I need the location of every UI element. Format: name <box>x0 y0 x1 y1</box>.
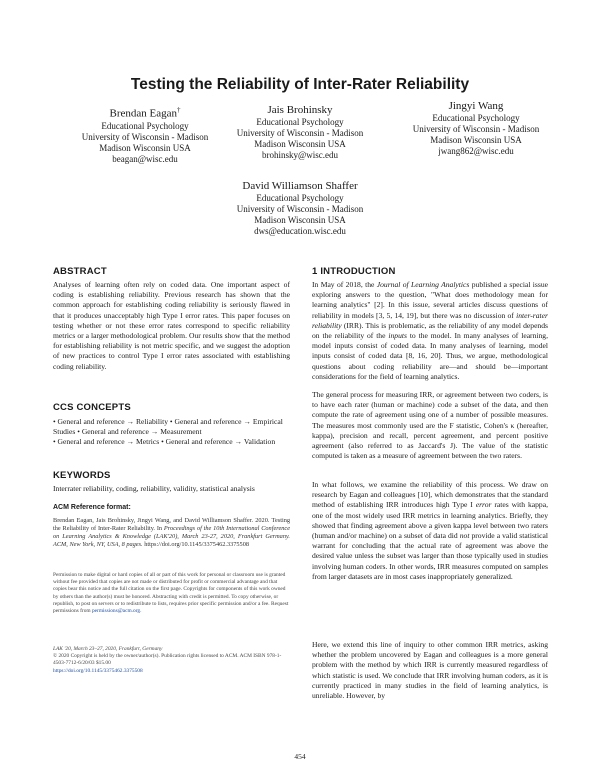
paper-title: Testing the Reliability of Inter-Rater Reliability <box>130 76 470 93</box>
author-block <box>401 100 551 157</box>
author-email: beagan@wisc.edu <box>112 153 178 164</box>
author-univ: University of Wisconsin - Madison <box>412 124 540 134</box>
ccs-heading: CCS CONCEPTS <box>53 402 131 413</box>
acm-ref-text <box>53 517 290 549</box>
abstract-heading: ABSTRACT <box>53 266 107 277</box>
author-city: Madison Wisconsin USA <box>254 215 346 225</box>
abstract-text: Analyses of learning often rely on coded data. One important aspect of coding is establishing reliability. Previous research has shown that the common approach for establishing coding reliability is seriously flawed in that it produces unacceptably high Type I error rates. This paper focuses on testing whether or not these error rates correspond to specific reliability metrics or a larger methodological problem. Our results show that the method for establishing reliability is not metric specific, and we suggest the adoption of new practices to control Type I error rates associated with establishing coding reliability. <box>53 280 290 371</box>
permission-notice <box>53 572 290 615</box>
intro-paragraph: In May of 2018, the Journal of Learning Analytics published a special issue exploring answers to the question, "What does methodology mean for learning analytics" [2]. In this issue, several articles discuss questions of reliability in models [3, 5, 14, 19], but there was no discussion of inter-rater reliability (IRR). This is problematic, as the reliability of any model depends on the reliability of the inputs to the model. In many analyses of learning, model inputs consist of coded data. In many analyses of learning, model inputs consist of coded data [8, 16, 20]. Thus, we argue, methodological questions about coding reliability are—and should be—important considerations for the field of learning analytics. <box>312 280 548 381</box>
author-block <box>70 104 220 165</box>
keywords-heading: KEYWORDS <box>53 470 111 481</box>
author-city: Madison Wisconsin USA <box>99 142 191 153</box>
ccs-line: • General and reference → Metrics • General and reference → Validation <box>53 437 276 447</box>
permission-email-link[interactable]: permissions@acm.org. <box>91 608 142 615</box>
author-name: Jingyi Wang <box>448 100 504 112</box>
intro-heading: 1 INTRODUCTION <box>312 266 396 277</box>
author-dept: Educational Psychology <box>432 113 520 123</box>
copyright-line: © 2020 Copyright is held by the owner/author(s). Publication rights licensed to ACM. ACM ISBN 978-1-4503-7712-6/20/03 $15.00 <box>53 653 282 667</box>
author-email: dws@education.wisc.edu <box>254 226 346 236</box>
copyright-notice <box>53 646 290 675</box>
author-name: Jais Brohinsky <box>267 104 333 116</box>
author-block <box>225 104 375 161</box>
author-email: jwang862@wisc.edu <box>438 146 514 156</box>
author-dept: Educational Psychology <box>101 120 189 131</box>
author-city: Madison Wisconsin USA <box>430 135 522 145</box>
acm-ref-venue: Proceedings of the 10th International Conference on Learning Analytics & Knowledge (LAK'20), March 23-27, 2020, Frankfurt Germany. ACM, New York, NY, USA, 8 pages. <box>53 525 290 548</box>
author-univ: University of Wisconsin - Madison <box>236 204 364 214</box>
acm-ref-heading: ACM Reference format: <box>53 504 131 511</box>
author-city: Madison Wisconsin USA <box>254 139 346 149</box>
author-block <box>215 180 385 237</box>
permission-text: Permission to make digital or hard copies of all or part of this work for personal or classroom use is granted without fee provided that copies are not made or distributed for profit or commercial advantage and that copies bear this notice and the full citation on the first page. Copyrights for components of this work owned by others than the author(s) must be honored. Abstracting with credit is permitted. To copy otherwise, or republish, to post on servers or to redistribute to lists, requires prior specific permission and/or a fee. Request permissions from <box>53 572 289 615</box>
author-email: brohinsky@wisc.edu <box>261 150 339 160</box>
ccs-concepts <box>53 417 290 448</box>
ccs-line: • General and reference → Reliability • General and reference → Empirical Studies • General and reference → Measurement <box>53 417 283 437</box>
intro-paragraph: The general process for measuring IRR, or agreement between two coders, is to have each rater (human or machine) code a subset of the data, and then compute the rate of agreement using one of a number of possible measures. The measures most commonly used are the F statistic, Cohen's κ (hereafter, kappa), precision and recall, percent agreement, and percent positive agreement (also referred to as Jaccard's J). The value of the statistic computed is taken as a measure of agreement between the two raters. <box>312 390 548 461</box>
intro-paragraph: In what follows, we examine the reliability of this process. We draw on research by Eagan and colleagues [10], which demonstrates that the standard method of establishing IRR introduces high Type I error rates with kappa, one of the most widely used IRR metrics in learning analytics. Briefly, they showed that finding agreement above a given kappa level between two raters (human and/or machine) on a subset of data did not provide a valid statistical warrant for concluding that the actual rate of agreement was above the desired value unless the subset was larger than those typically used in studies involving human coders. In other words, IRR measures computed on samples from larger datasets are in most cases inappropriately generalized. <box>312 480 548 581</box>
keywords-text: Interrater reliability, coding, reliability, validity, statistical analysis <box>53 484 255 493</box>
author-univ: University of Wisconsin - Madison <box>81 131 209 142</box>
author-univ: University of Wisconsin - Madison <box>236 128 364 138</box>
author-name: David Williamson Shaffer <box>242 180 358 192</box>
author-dept: Educational Psychology <box>256 117 344 127</box>
acm-ref-authors: Brendan Eagan, Jais Brohinsky, Jingyi Wang, and David Williamson Shaffer. 2020. Testing the Reliability of Inter-Rater Reliability. In <box>53 517 290 532</box>
acm-ref-doi[interactable]: https://doi.org/10.1145/3375462.3375508 <box>144 541 249 548</box>
copyright-line: LAK '20, March 23–27, 2020, Frankfurt, Germany <box>53 646 163 652</box>
copyright-doi-link[interactable]: https://doi.org/10.1145/3375462.3375508 <box>53 667 143 674</box>
page-number: 454 <box>294 752 306 761</box>
author-name: Brendan Eagan† <box>109 106 181 120</box>
intro-paragraph: Here, we extend this line of inquiry to other common IRR metrics, asking whether the problem uncovered by Eagan and colleagues is a more general problem with the method by which IRR is currently measured regardless of which statistic is used. We conclude that IRR involving human coders, as it is currently practiced in many studies in the field of learning analytics, is unreliable. However, by <box>312 640 548 701</box>
author-dept: Educational Psychology <box>256 193 344 203</box>
